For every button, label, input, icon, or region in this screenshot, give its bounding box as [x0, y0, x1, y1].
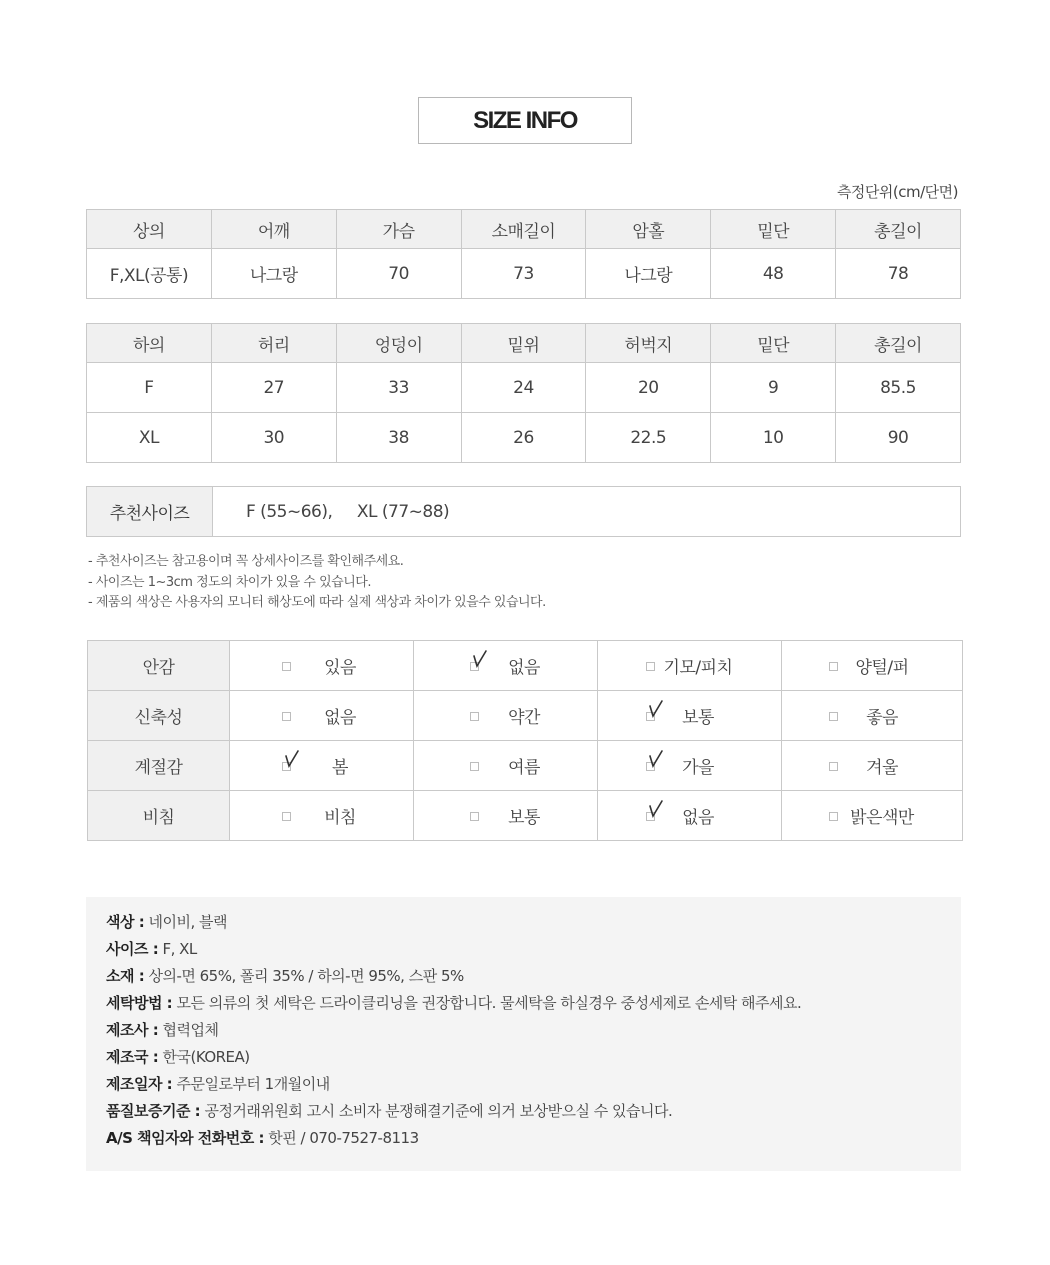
product-info-key: A/S 책임자와 전화번호 : [106, 1129, 264, 1147]
attribute-option [598, 691, 782, 741]
header-cell: 어깨 [211, 210, 336, 249]
table-cell: 26 [461, 413, 586, 463]
checkbox [829, 762, 838, 771]
bottom-size-table [86, 323, 961, 463]
table-cell: 27 [211, 363, 336, 413]
attribute-label: 계절감 [88, 741, 230, 791]
table-cell: 9 [711, 363, 836, 413]
checkbox [470, 762, 479, 771]
recommended-size-box [86, 486, 961, 537]
product-info-row [106, 1071, 801, 1098]
row-label: XL [87, 413, 212, 463]
option-wrapper [598, 741, 781, 790]
note-line: - 추천사이즈는 참고용이며 꼭 상세사이즈를 확인해주세요. [88, 554, 404, 569]
header-cell: 허리 [211, 324, 336, 363]
table-header-row [87, 210, 961, 249]
table-cell: 73 [461, 249, 586, 299]
option-wrapper [782, 691, 962, 740]
table-cell: 33 [336, 363, 461, 413]
product-info-list [106, 909, 801, 1152]
attribute-option [230, 641, 414, 691]
product-info-key: 색상 : [106, 913, 145, 931]
option-label: 여름 [508, 758, 540, 778]
attribute-option [230, 741, 414, 791]
option-label: 있음 [324, 658, 356, 678]
option-wrapper [230, 691, 413, 740]
product-info-key: 세탁방법 : [106, 994, 173, 1012]
product-info-value: 주문일로부터 1개월이내 [176, 1075, 330, 1093]
header-cell: 하의 [87, 324, 212, 363]
product-info-key: 소재 : [106, 967, 145, 985]
table-cell: 70 [336, 249, 461, 299]
product-info-value: 협력업체 [162, 1021, 219, 1039]
option-label: 없음 [324, 708, 356, 728]
attribute-option [414, 741, 598, 791]
attribute-option [782, 691, 963, 741]
option-wrapper [414, 741, 597, 790]
attribute-label: 신축성 [88, 691, 230, 741]
product-info-key: 제조일자 : [106, 1075, 173, 1093]
product-info-row [106, 909, 801, 936]
table-cell: 10 [711, 413, 836, 463]
table-cell: 48 [711, 249, 836, 299]
table-cell: 22.5 [586, 413, 711, 463]
size-notes [88, 552, 546, 614]
attribute-row [88, 641, 963, 691]
table-cell: 나그랑 [586, 249, 711, 299]
table-cell: 38 [336, 413, 461, 463]
attribute-row [88, 691, 963, 741]
attribute-option [230, 691, 414, 741]
option-wrapper [414, 641, 597, 690]
product-info-key: 사이즈 : [106, 940, 159, 958]
checkbox [470, 812, 479, 821]
table-cell: 나그랑 [211, 249, 336, 299]
header-cell: 소매길이 [461, 210, 586, 249]
product-info-row [106, 936, 801, 963]
option-wrapper [230, 641, 413, 690]
header-cell: 허벅지 [586, 324, 711, 363]
product-info-key: 제조사 : [106, 1021, 159, 1039]
table-header-row [87, 324, 961, 363]
table-row [87, 413, 961, 463]
option-wrapper [598, 691, 781, 740]
header-cell: 암홀 [586, 210, 711, 249]
header-cell: 엉덩이 [336, 324, 461, 363]
checkbox [282, 712, 291, 721]
checkbox [829, 712, 838, 721]
fabric-attribute-table [87, 640, 963, 841]
attribute-row [88, 741, 963, 791]
header-cell: 총길이 [836, 210, 961, 249]
unit-note: 측정단위(cm/단면) [836, 183, 958, 201]
table-cell: 90 [836, 413, 961, 463]
product-info-value: 모든 의류의 첫 세탁은 드라이클리닝을 권장합니다. 물세탁을 하실경우 중성세제로 손세탁 해주세요. [176, 994, 802, 1012]
recommended-size-value: F (55~66), XL (77~88) [246, 501, 450, 522]
header-cell: 밑단 [711, 324, 836, 363]
attribute-label: 안감 [88, 641, 230, 691]
option-wrapper [782, 791, 962, 840]
option-label: 없음 [682, 808, 714, 828]
table-cell: 20 [586, 363, 711, 413]
attribute-option [414, 691, 598, 741]
checkbox [829, 812, 838, 821]
product-info-row [106, 1017, 801, 1044]
table-row [87, 249, 961, 299]
option-wrapper [414, 791, 597, 840]
table-cell: 85.5 [836, 363, 961, 413]
option-wrapper [598, 791, 781, 840]
option-label: 보통 [682, 708, 714, 728]
product-info-row [106, 990, 801, 1017]
option-wrapper [782, 641, 962, 690]
checkbox [282, 812, 291, 821]
product-info-value: F, XL [162, 940, 197, 958]
option-label: 보통 [508, 808, 540, 828]
product-info-row [106, 1098, 801, 1125]
note-line: - 사이즈는 1~3cm 정도의 차이가 있을 수 있습니다. [88, 574, 371, 590]
attribute-option [782, 741, 963, 791]
product-info-row [106, 1125, 801, 1152]
recommended-size-label: 추천사이즈 [87, 487, 213, 536]
top-size-table [86, 209, 961, 299]
attribute-option [414, 641, 598, 691]
attribute-label: 비침 [88, 791, 230, 841]
table-cell: 78 [836, 249, 961, 299]
header-cell: 총길이 [836, 324, 961, 363]
header-cell: 가슴 [336, 210, 461, 249]
option-wrapper [414, 691, 597, 740]
product-info-value: 상의-면 65%, 폴리 35% / 하의-면 95%, 스판 5% [148, 967, 464, 985]
option-label: 겨울 [866, 758, 898, 778]
option-wrapper [598, 641, 781, 690]
product-info-row [106, 963, 801, 990]
option-label: 없음 [508, 658, 540, 678]
row-label: F [87, 363, 212, 413]
checkbox [470, 712, 479, 721]
product-info-value: 공정거래위원회 고시 소비자 분쟁해결기준에 의거 보상받으실 수 있습니다. [204, 1102, 673, 1120]
option-label: 비침 [324, 808, 356, 828]
option-label: 약간 [508, 708, 540, 728]
product-info-value: 네이비, 블랙 [148, 913, 227, 931]
product-info-value: 한국(KOREA) [162, 1048, 250, 1066]
checkbox [646, 662, 655, 671]
attribute-option [230, 791, 414, 841]
checkmark-icon [283, 748, 301, 770]
product-info-key: 품질보증기준 : [106, 1102, 201, 1120]
product-info-key: 제조국 : [106, 1048, 159, 1066]
checkbox [282, 662, 291, 671]
option-label: 밝은색만 [850, 808, 914, 828]
attribute-option [598, 641, 782, 691]
attribute-option [782, 641, 963, 691]
row-label: F,XL(공통) [87, 249, 212, 299]
attribute-row [88, 791, 963, 841]
option-wrapper [230, 741, 413, 790]
table-row [87, 363, 961, 413]
header-cell: 밑단 [711, 210, 836, 249]
product-info-row [106, 1044, 801, 1071]
table-cell: 24 [461, 363, 586, 413]
header-cell: 상의 [87, 210, 212, 249]
option-wrapper [782, 741, 962, 790]
table-cell: 30 [211, 413, 336, 463]
product-info-value: 핫핀 / 070-7527-8113 [268, 1129, 419, 1147]
option-label: 봄 [332, 758, 348, 778]
attribute-option [598, 741, 782, 791]
size-info-title: SIZE INFO [418, 97, 632, 144]
attribute-option [414, 791, 598, 841]
note-line: - 제품의 색상은 사용자의 모니터 해상도에 따라 실제 색상과 차이가 있을수 있습니다. [88, 595, 546, 610]
option-label: 좋음 [866, 708, 898, 728]
attribute-option [598, 791, 782, 841]
header-cell: 밑위 [461, 324, 586, 363]
option-wrapper [230, 791, 413, 840]
product-info-panel [86, 897, 961, 1171]
option-label: 가을 [682, 758, 714, 778]
option-label: 양털/퍼 [855, 658, 909, 678]
option-label: 기모/피치 [663, 658, 733, 678]
checkbox [829, 662, 838, 671]
attribute-option [782, 791, 963, 841]
